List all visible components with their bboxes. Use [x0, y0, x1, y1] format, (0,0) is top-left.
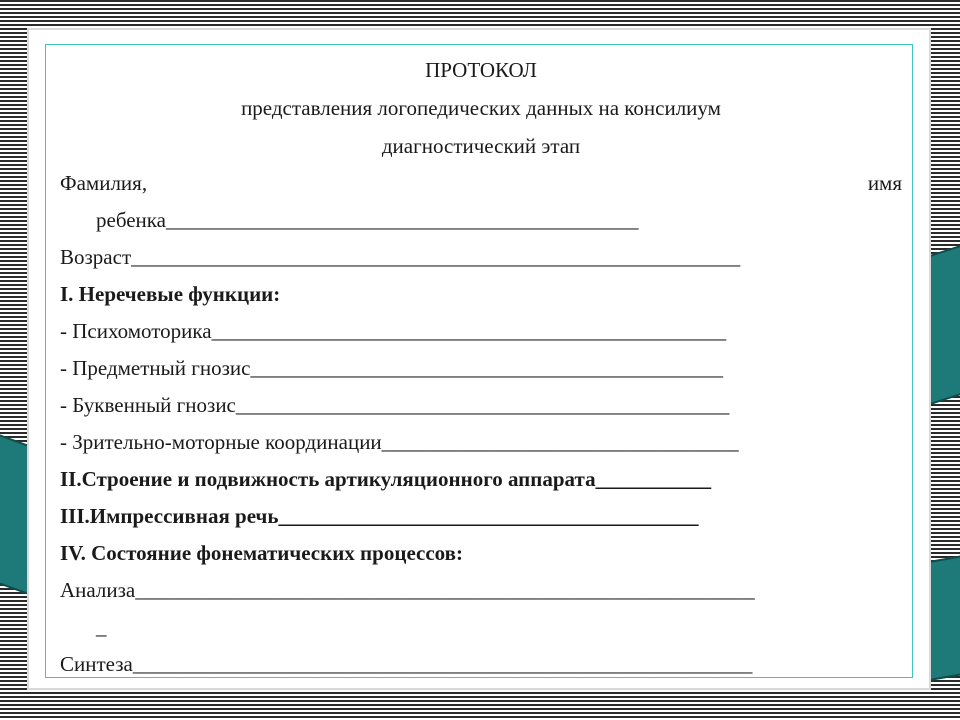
age-field-line: Возраст__________________________________________________________	[60, 245, 741, 269]
child-field-line: ребенка_____________________________________________	[96, 208, 639, 232]
synthesis-field-line: Синтеза___________________________________________________________	[60, 652, 753, 676]
analysis-field-tail: _	[96, 615, 107, 639]
document-border	[45, 44, 913, 678]
psychomotor-field-line: - Психомоторика_________________________________________________	[60, 319, 727, 343]
protocol-document	[60, 51, 902, 678]
slide-frame	[27, 28, 931, 690]
document-stage: диагностический этап	[381, 134, 581, 158]
section-2-title: II.Строение и подвижность артикуляционного аппарата___________	[60, 467, 712, 491]
analysis-field-line: Анализа___________________________________________________________	[60, 578, 755, 602]
surname-name-row	[60, 165, 902, 202]
document-title: ПРОТОКОЛ	[425, 58, 537, 82]
visual-motor-field-line: - Зрительно-моторные координации__________________________________	[60, 430, 739, 454]
name-label: имя	[867, 171, 902, 195]
section-4-title: IV. Состояние фонематических процессов:	[60, 541, 463, 565]
object-gnosis-field-line: - Предметный гнозис_____________________________________________	[60, 356, 723, 380]
document-subtitle: представления логопедических данных на консилиум	[241, 96, 721, 120]
section-1-title: I. Неречевые функции:	[60, 282, 281, 306]
surname-label: Фамилия,	[60, 171, 148, 195]
section-3-title: III.Импрессивная речь________________________________________	[60, 504, 699, 528]
letter-gnosis-field-line: - Буквенный гнозис_______________________________________________	[60, 393, 730, 417]
